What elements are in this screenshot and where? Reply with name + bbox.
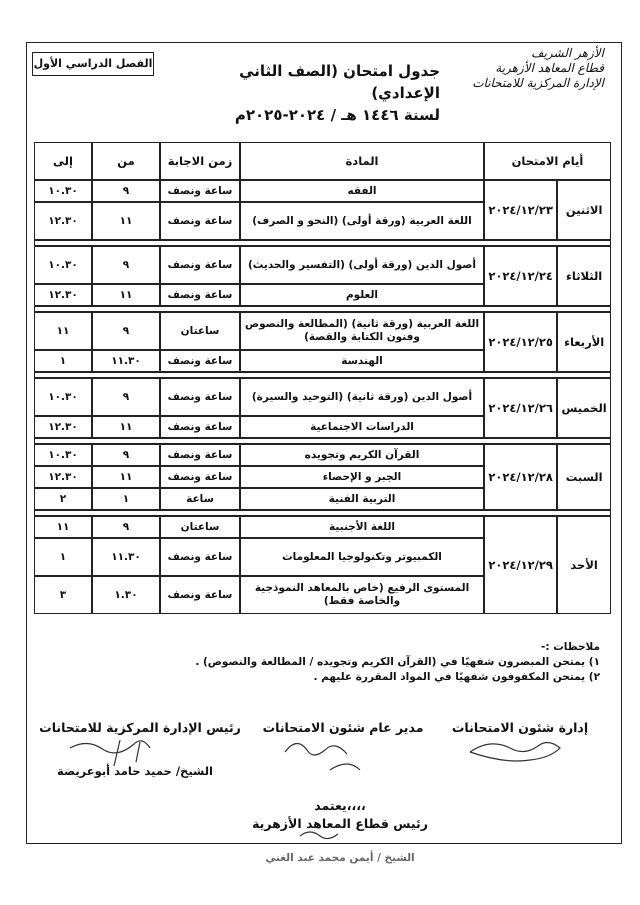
document-title: جدول امتحان (الصف الثاني الإعدادي)	[239, 62, 440, 102]
org-line-1: الأزهر الشريف	[531, 46, 604, 60]
academic-year: لسنة ١٤٤٦ هـ / ٢٠٢٤-٢٠٢٥م	[234, 106, 440, 124]
signature-mark	[300, 832, 338, 839]
exam-subject: القرآن الكريم وتجويده	[240, 444, 484, 466]
exam-subject: المستوى الرفيع (خاص بالمعاهد النموذجية والخاصة فقط)	[240, 576, 484, 614]
exam-duration: ساعة ونصف	[160, 350, 240, 372]
exam-start-time: ٩	[92, 312, 160, 350]
exam-duration: ساعة ونصف	[160, 416, 240, 438]
exam-start-time: ١١.٣٠	[92, 350, 160, 372]
exam-end-time: ٢	[34, 488, 92, 510]
signature-title: رئيس الإدارة المركزية للامتحانات	[39, 720, 241, 735]
exam-day: الأحد	[557, 516, 611, 614]
exam-end-time: ٣	[34, 576, 92, 614]
exam-start-time: ١١.٣٠	[92, 538, 160, 576]
exam-end-time: ١٠.٣٠	[34, 378, 92, 416]
exam-subject: الهندسة	[240, 350, 484, 372]
exam-start-time: ١١	[92, 202, 160, 240]
central-head-name: الشيخ/ حميد حامد أبوعريضة	[57, 764, 213, 778]
exam-end-time: ١٢.٣٠	[34, 416, 92, 438]
exam-duration: ساعة ونصف	[160, 378, 240, 416]
exam-subject: الكمبيوتر وتكنولوجيا المعلومات	[240, 538, 484, 576]
exam-subject: اللغة العربية (ورقة ثانية) (المطالعة والنصوص وفنون الكتابة والقصة)	[240, 312, 484, 350]
exam-subject: التربية الفنية	[240, 488, 484, 510]
exam-duration: ساعتان	[160, 312, 240, 350]
exam-duration: ساعة ونصف	[160, 180, 240, 202]
exam-date: ٢٠٢٤/١٢/٢٨	[484, 444, 557, 510]
exam-start-time: ١.٣٠	[92, 576, 160, 614]
header-from: من	[92, 142, 160, 180]
exam-day: الثلاثاء	[557, 246, 611, 306]
exam-subject: اللغة الأجنبية	[240, 516, 484, 538]
notes-heading: ملاحظات :-	[541, 641, 600, 653]
exam-subject: العلوم	[240, 284, 484, 306]
exam-start-time: ٩	[92, 246, 160, 284]
exam-end-time: ١٠.٣٠	[34, 180, 92, 202]
sector-head-title: رئيس قطاع المعاهد الأزهرية	[252, 816, 428, 831]
exam-start-time: ٩	[92, 378, 160, 416]
exam-duration: ساعة ونصف	[160, 246, 240, 284]
exam-end-time: ١	[34, 538, 92, 576]
exam-duration: ساعة ونصف	[160, 466, 240, 488]
exam-date: ٢٠٢٤/١٢/٢٥	[484, 312, 557, 372]
exam-day: الأربعاء	[557, 312, 611, 372]
exam-end-time: ١١	[34, 312, 92, 350]
exam-date: ٢٠٢٤/١٢/٢٦	[484, 378, 557, 438]
signature-mark	[470, 742, 560, 761]
exam-day: السبت	[557, 444, 611, 510]
header-to: إلى	[34, 142, 92, 180]
note-item: ١) يمتحن المبصرون شفهيًا في (القرآن الكريم وتجويده / المطالعة والنصوص) .	[195, 656, 600, 668]
org-line-2: قطاع المعاهد الأزهرية	[495, 61, 604, 75]
signature-title: مدير عام شئون الامتحانات	[262, 720, 424, 735]
exam-subject: أصول الدين (ورقة أولى) (التفسير والحديث)	[240, 246, 484, 284]
exam-duration: ساعة ونصف	[160, 284, 240, 306]
signature-mark	[70, 740, 150, 766]
header-subject: المادة	[240, 142, 484, 180]
exam-start-time: ١١	[92, 466, 160, 488]
exam-date: ٢٠٢٤/١٢/٢٩	[484, 516, 557, 614]
exam-duration: ساعة ونصف	[160, 576, 240, 614]
exam-duration: ساعة ونصف	[160, 538, 240, 576]
exam-start-time: ١	[92, 488, 160, 510]
org-line-3: الإدارة المركزية للامتحانات	[472, 76, 604, 90]
note-item: ٢) يمتحن المكفوفون شفهيًا في المواد المقررة عليهم .	[313, 671, 600, 683]
signature-mark	[285, 743, 360, 770]
signature-title: إدارة شئون الامتحانات	[451, 720, 589, 735]
exam-end-time: ١	[34, 350, 92, 372]
exam-start-time: ١١	[92, 416, 160, 438]
exam-subject: الجبر و الإحصاء	[240, 466, 484, 488]
exam-subject: اللغة العربية (ورقة أولى) (النحو و الصرف)	[240, 202, 484, 240]
exam-duration: ساعتان	[160, 516, 240, 538]
exam-subject: أصول الدين (ورقة ثانية) (التوحيد والسيرة)	[240, 378, 484, 416]
exam-end-time: ١٠.٣٠	[34, 246, 92, 284]
header-duration: زمن الاجابة	[160, 142, 240, 180]
exam-end-time: ١٠.٣٠	[34, 444, 92, 466]
exam-end-time: ١٢.٣٠	[34, 284, 92, 306]
exam-duration: ساعة ونصف	[160, 202, 240, 240]
exam-end-time: ١٢.٣٠	[34, 466, 92, 488]
exam-subject: الفقه	[240, 180, 484, 202]
exam-day: الاثنين	[557, 180, 611, 240]
exam-end-time: ١٢.٣٠	[34, 202, 92, 240]
approval-label: يعتمد،،،،	[314, 798, 366, 813]
exam-date: ٢٠٢٤/١٢/٢٣	[484, 180, 557, 240]
exam-subject: الدراسات الاجتماعية	[240, 416, 484, 438]
exam-duration: ساعة	[160, 488, 240, 510]
exam-start-time: ٩	[92, 444, 160, 466]
exam-start-time: ١١	[92, 284, 160, 306]
header-days: أيام الامتحان	[484, 142, 611, 180]
exam-date: ٢٠٢٤/١٢/٢٤	[484, 246, 557, 306]
exam-day: الخميس	[557, 378, 611, 438]
exam-start-time: ٩	[92, 180, 160, 202]
exam-end-time: ١١	[34, 516, 92, 538]
exam-duration: ساعة ونصف	[160, 444, 240, 466]
exam-start-time: ٩	[92, 516, 160, 538]
term-badge: الفصل الدراسي الأول	[32, 52, 154, 76]
sector-head-name: الشيخ / أيمن محمد عبد الغني	[265, 852, 415, 864]
